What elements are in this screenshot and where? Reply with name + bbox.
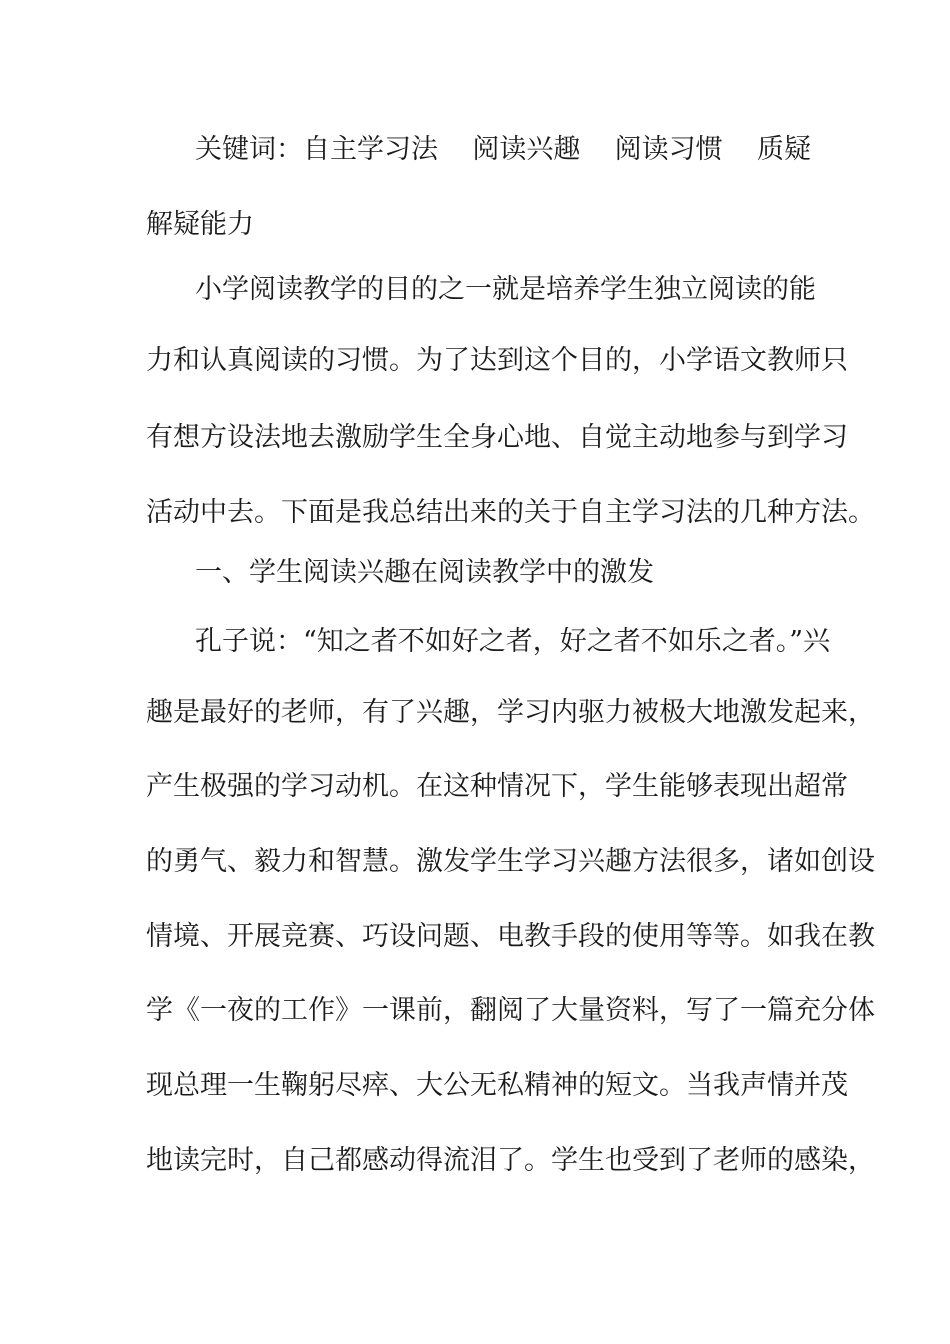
body-paragraph-line: 产生极强的学习动机。在这种情况下，学生能够表现出超常 <box>146 771 848 802</box>
body-paragraph-line: 的勇气、毅力和智慧。激发学生学习兴趣方法很多，诸如创设 <box>146 846 875 877</box>
section-heading: 一、学生阅读兴趣在阅读教学中的激发 <box>195 557 654 588</box>
keywords-line-continued: 解疑能力 <box>146 209 254 240</box>
intro-paragraph-line: 有想方设法地去激励学生全身心地、自觉主动地参与到学习 <box>146 422 848 453</box>
body-paragraph-line: 现总理一生鞠躬尽瘁、大公无私精神的短文。当我声情并茂 <box>146 1070 848 1101</box>
body-paragraph-line: 情境、开展竞赛、巧设问题、电教手段的使用等等。如我在教 <box>146 921 875 952</box>
keywords-line: 关键词：自主学习法 阅读兴趣 阅读习惯 质疑 <box>195 134 811 165</box>
intro-paragraph-line: 力和认真阅读的习惯。为了达到这个目的，小学语文教师只 <box>146 345 848 376</box>
body-paragraph-line: 趣是最好的老师，有了兴趣，学习内驱力被极大地激发起来， <box>146 697 875 728</box>
intro-paragraph-line: 小学阅读教学的目的之一就是培养学生独立阅读的能 <box>195 274 816 305</box>
intro-paragraph-line: 活动中去。下面是我总结出来的关于自主学习法的几种方法。 <box>146 497 875 528</box>
body-paragraph-line: 地读完时，自己都感动得流泪了。学生也受到了老师的感染， <box>146 1145 875 1176</box>
body-paragraph-line: 学《一夜的工作》一课前，翻阅了大量资料，写了一篇充分体 <box>146 995 875 1026</box>
body-paragraph-line: 孔子说：“知之者不如好之者，好之者不如乐之者。”兴 <box>195 626 831 657</box>
